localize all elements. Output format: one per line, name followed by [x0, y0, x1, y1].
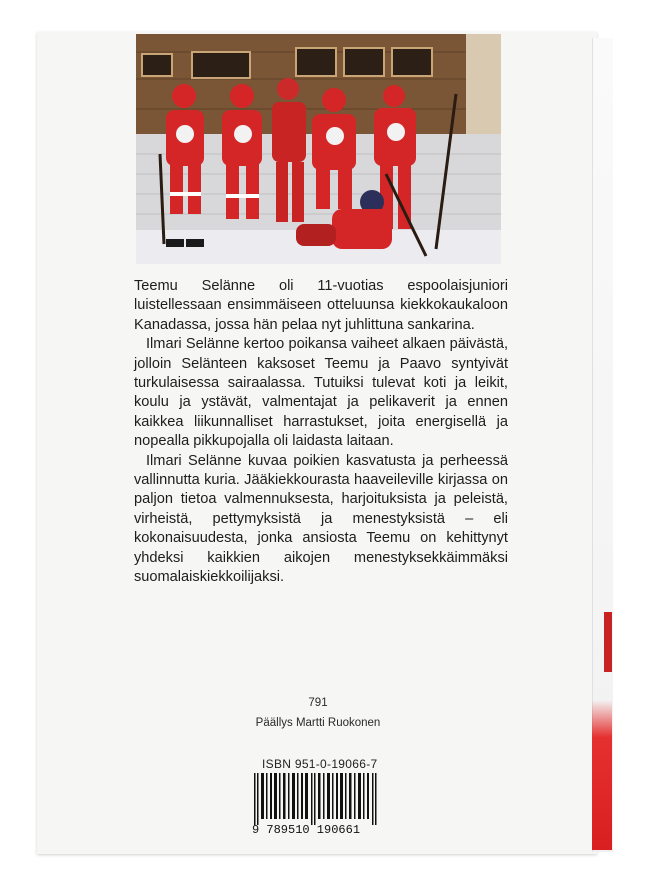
blurb-paragraph: Ilmari Selänne kuvaa poikien kasvatusta ja perheessä vallinnutta kuria. Jääkiekkourasta haaveileville kirjassa on paljon tietoa valmennuksesta, harjoituksista ja peleistä, virheistä, pettymyksistä ja menestyksistä – eli kokonaisuudesta, jonka ansiosta Teemu on kehittynyt yhdeksi kaikkien aikojen menestyksekkäimmäksi suomalaiskiekkoilijaksi. [134, 452, 508, 586]
spine-red-band [592, 700, 612, 850]
isbn-label: ISBN 951-0-19066-7 [262, 757, 378, 771]
blurb-paragraph: Ilmari Selänne kertoo poikansa vaiheet alkaen päivästä, jolloin Selänteen kaksoset Teemu ja Paavo syntyivät turkulaisessa sairaalassa. Tutuiksi tulevat koti ja leikit, koulu ja ystävät, valmentajat ja pelikaverit ja ennen kaikkea liikunnalliset harrastukset, joita energisellä ja nopealla pikkupojalla oli laidasta laitaan. [134, 336, 508, 450]
barcode-icon [252, 773, 382, 825]
back-cover-blurb [134, 277, 508, 588]
spine-red-mark [604, 612, 612, 672]
product-code: 791 [308, 697, 328, 709]
cover-photo [136, 34, 501, 264]
cover-credit: Päällys Martti Ruokonen [255, 717, 381, 729]
barcode-digits: 9 789510 190661 [252, 823, 361, 837]
hockey-team-photo [136, 34, 501, 264]
blurb-paragraph: Teemu Selänne oli 11-vuotias espoolaisjuniori luistellessaan ensimmäiseen otteluunsa kiekkokaukaloon Kanadassa, jossa hän pelaa nyt juhlittuna sankarina. [134, 278, 508, 333]
